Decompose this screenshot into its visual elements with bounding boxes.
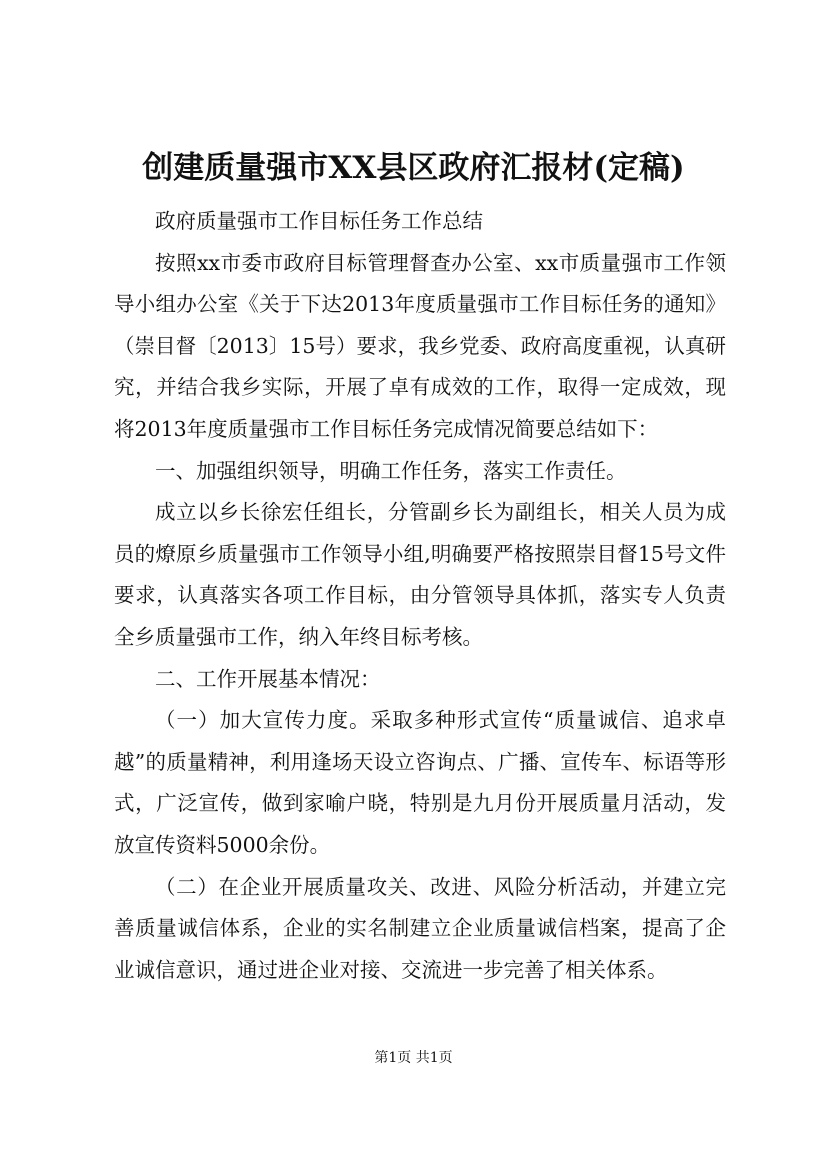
subtitle-paragraph: 政府质量强市工作目标任务工作总结 (155, 209, 483, 233)
document-body (114, 201, 726, 991)
document-title: 创建质量强市XX县区政府汇报材(定稿) (142, 150, 685, 186)
page-footer: 第1页 共1页 (374, 1050, 453, 1066)
body-paragraph: 按照xx市委市政府目标管理督查办公室、xx市质量强市工作领导小组办公室《关于下达2013年度质量强市工作目标任务的通知》（崇目督〔2013〕15号）要求，我乡党委、政府高度重视，认真研究，并结合我乡实际，开展了卓有成效的工作，取得一定成效，现将2013年度质量强市工作目标任务完成情况简要总结如下： (114, 250, 726, 441)
body-paragraph: （一）加大宣传力度。采取多种形式宣传“质量诚信、追求卓越”的质量精神，利用逢场天设立咨询点、广播、宣传车、标语等形式，广泛宣传，做到家喻户晓，特别是九月份开展质量月活动，发放宣传资料5000余份。 (114, 708, 726, 857)
section-heading: 二、工作开展基本情况： (155, 666, 381, 691)
body-paragraph: （二）在企业开展质量攻关、改进、风险分析活动，并建立完善质量诚信体系，企业的实名制建立企业质量诚信档案，提高了企业诚信意识，通过进企业对接、交流进一步完善了相关体系。 (114, 874, 726, 982)
body-paragraph: 成立以乡长徐宏任组长，分管副乡长为副组长，相关人员为成员的燎原乡质量强市工作领导小组,明确要严格按照崇目督15号文件要求，认真落实各项工作目标，由分管领导具体抓，落实专人负责全乡质量强市工作，纳入年终目标考核。 (114, 500, 726, 649)
section-heading: 一、加强组织领导，明确工作任务，落实工作责任。 (155, 458, 627, 483)
